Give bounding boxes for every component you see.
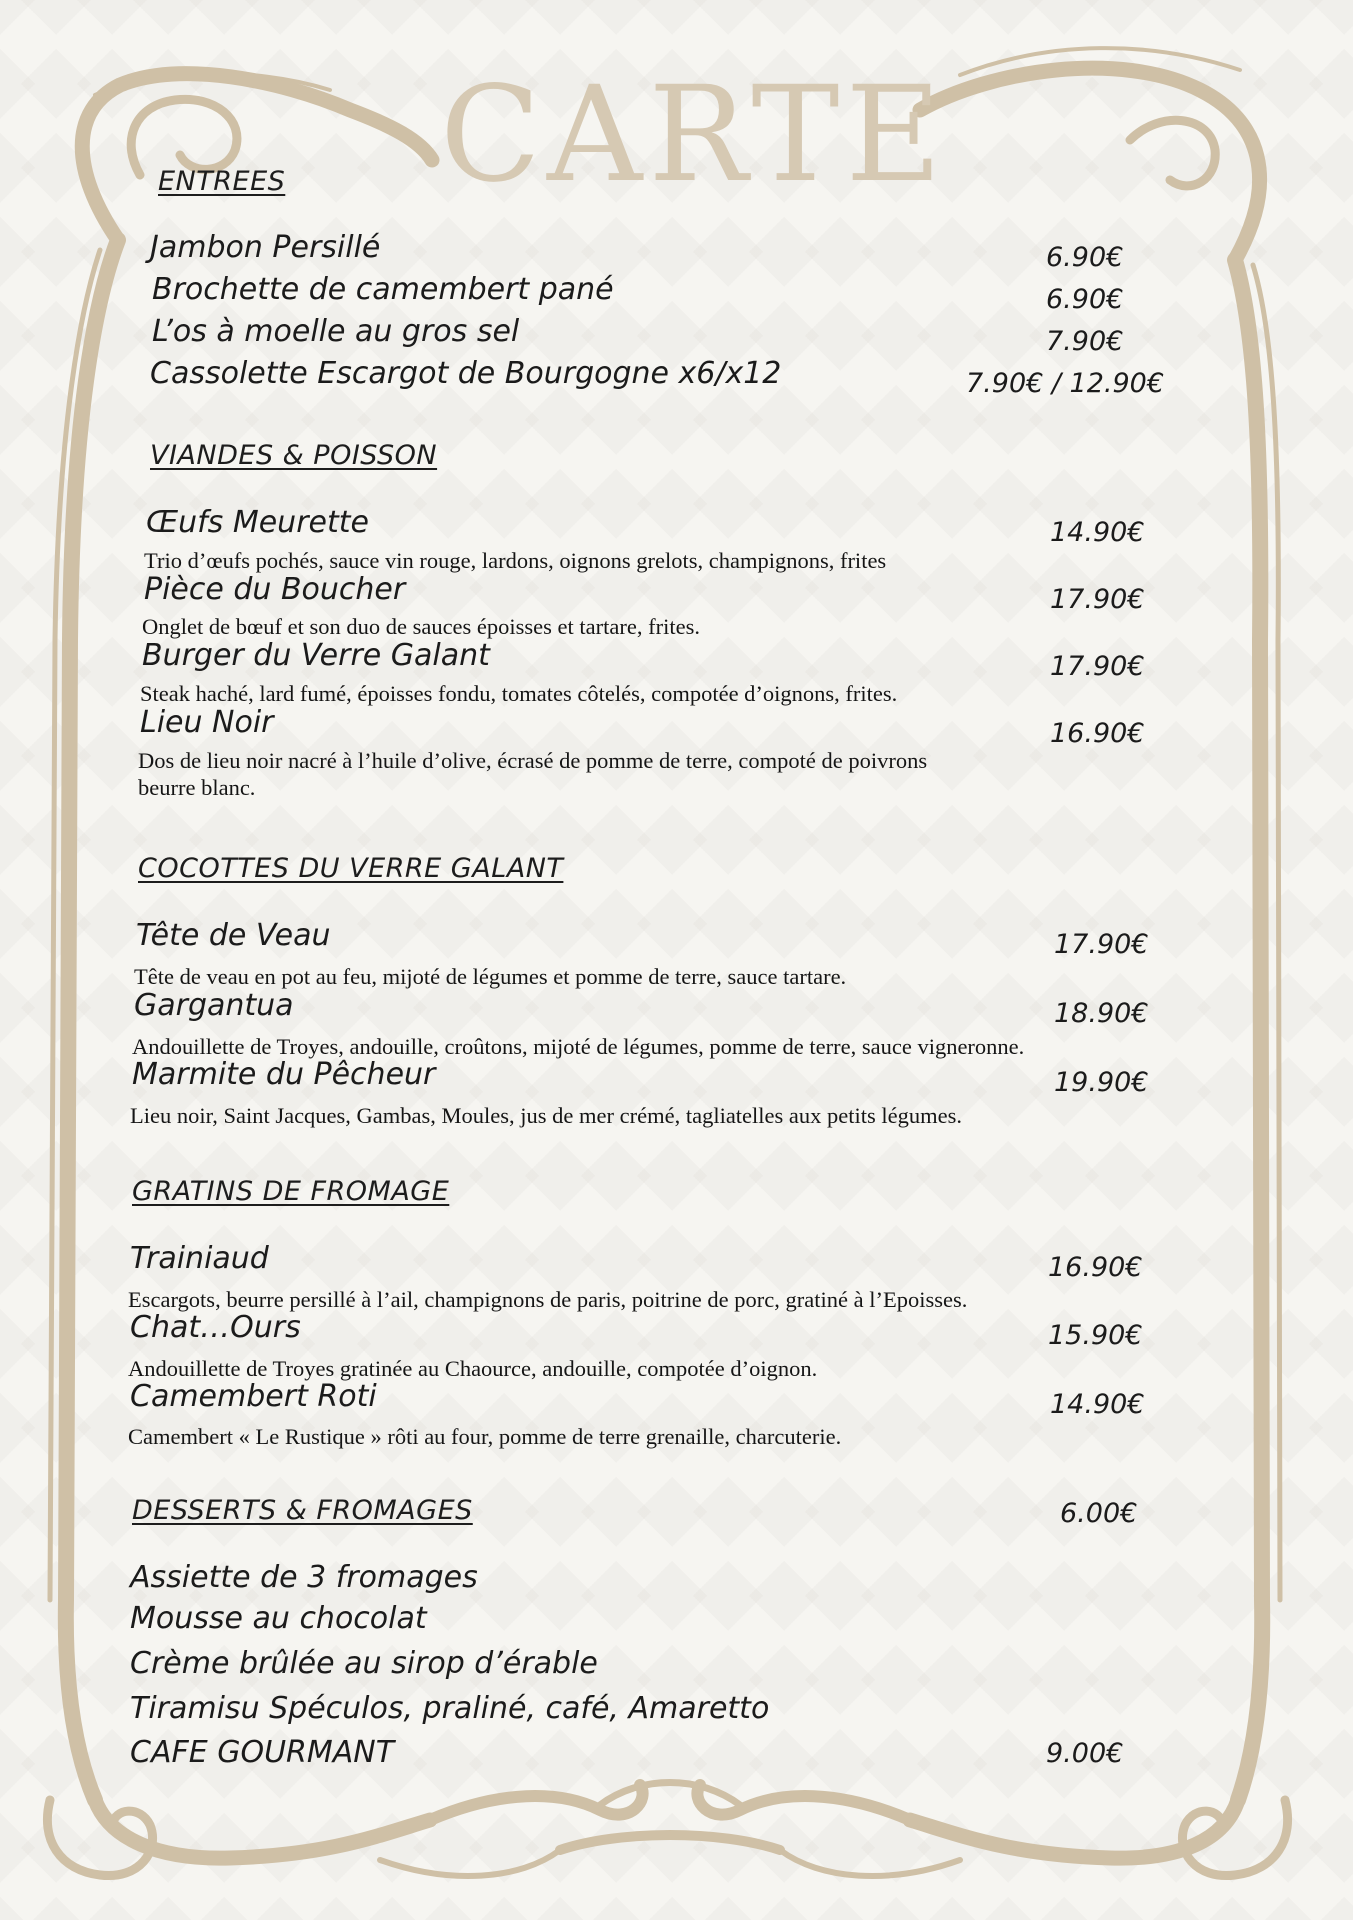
menu-item-description: Trio d’œufs pochés, sauce vin rouge, lardons, oignons grelots, champignons, frites [144,548,887,573]
section-title-gratins: GRATINS DE FROMAGE [132,1176,450,1207]
menu-item-name: Lieu Noir [140,705,274,740]
menu-item-name: Cassolette Escargot de Bourgogne x6/x12 [150,356,782,391]
section-title-desserts-fromages: DESSERTS & FROMAGES [132,1495,473,1526]
menu-item-name: L’os à moelle au gros sel [152,314,520,349]
menu-item-price: 9.00€ [1046,1738,1124,1769]
menu-item-price: 7.90€ [1046,326,1124,357]
menu-item-description: Camembert « Le Rustique » rôti au four, pomme de terre grenaille, charcuterie. [128,1424,842,1449]
menu-item-price: 18.90€ [1054,998,1149,1029]
dessert-item: Crème brûlée au sirop d’érable [130,1646,598,1681]
menu-item-name: Camembert Roti [130,1379,377,1414]
menu-item-description: Onglet de bœuf et son duo de sauces époisses et tartare, frites. [142,614,700,639]
menu-item-name: Marmite du Pêcheur [132,1057,436,1092]
section-title-cocottes: COCOTTES DU VERRE GALANT [138,853,564,884]
menu-item-price: 6.90€ [1046,284,1124,315]
menu-item-description: Escargots, beurre persillé à l’ail, champignons de paris, poitrine de porc, gratiné à l’Epoisses. [128,1287,968,1312]
menu-item-price: 14.90€ [1050,1389,1145,1420]
menu-item-price: 7.90€ / 12.90€ [966,368,1165,399]
menu-item-price: 19.90€ [1054,1067,1149,1098]
dessert-item: Mousse au chocolat [130,1601,427,1636]
menu-item-description: Andouillette de Troyes, andouille, croûtons, mijoté de légumes, pomme de terre, sauce vigneronne. [132,1034,1025,1059]
menu-item-name: Pièce du Boucher [144,572,406,607]
menu-item-name: Chat…Ours [130,1310,301,1345]
menu-item-description: Andouillette de Troyes gratinée au Chaource, andouille, compotée d’oignon. [128,1356,818,1381]
section-title-viandes-poisson: VIANDES & POISSON [150,440,438,471]
dessert-item: Assiette de 3 fromages [130,1560,478,1595]
menu-item-name: Œufs Meurette [146,505,369,540]
menu-item-description: Dos de lieu noir nacré à l’huile d’olive, écrasé de pomme de terre, compoté de poivrons [138,748,928,773]
menu-item-price: 17.90€ [1050,651,1145,682]
menu-item-price: 16.90€ [1048,1252,1143,1283]
menu-item-name: Trainiaud [130,1241,269,1276]
menu-item-price: 17.90€ [1054,929,1149,960]
menu-item-description: Lieu noir, Saint Jacques, Gambas, Moules, jus de mer crémé, tagliatelles aux petits légumes. [130,1103,963,1128]
menu-title: CARTE [440,58,948,212]
menu-item-name: Gargantua [134,988,294,1023]
menu-item-price: 14.90€ [1050,517,1145,548]
menu-item-price: 6.90€ [1046,242,1124,273]
dessert-item: CAFE GOURMANT [130,1735,395,1770]
menu-item-name: Tête de Veau [136,918,331,953]
section-title-entrees: ENTREES [158,166,286,197]
menu-item-price: 15.90€ [1048,1320,1143,1351]
dessert-item: Tiramisu Spéculos, praliné, café, Amaretto [130,1691,770,1726]
menu-item-name: Jambon Persillé [150,230,381,265]
menu-item-price: 17.90€ [1050,584,1145,615]
menu-item-name: Brochette de camembert pané [152,272,614,307]
menu-item-description-continued: beurre blanc. [138,775,256,800]
section-price: 6.00€ [1060,1498,1138,1529]
menu-item-name: Burger du Verre Galant [142,638,490,673]
menu-item-description: Steak haché, lard fumé, époisses fondu, tomates côtelés, compotée d’oignons, frites. [140,681,898,706]
menu-item-description: Tête de veau en pot au feu, mijoté de légumes et pomme de terre, sauce tartare. [134,964,847,989]
menu-item-price: 16.90€ [1050,718,1145,749]
